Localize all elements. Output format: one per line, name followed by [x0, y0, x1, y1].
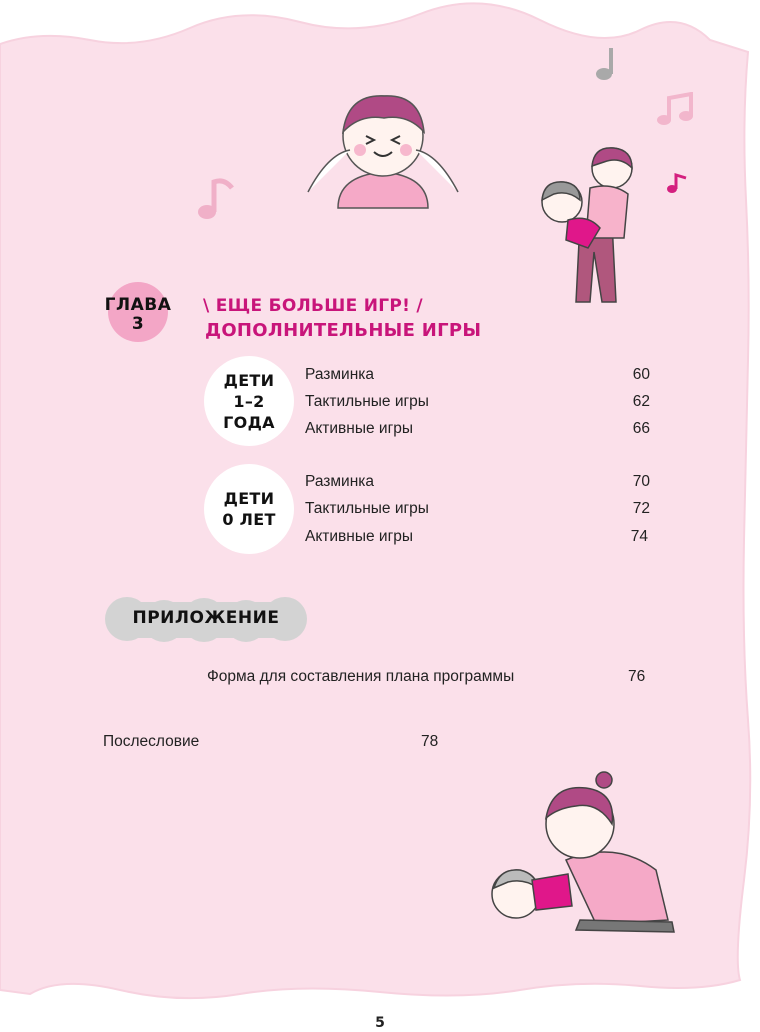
appendix-label: ПРИЛОЖЕНИЕ: [132, 608, 280, 628]
toc-entry-title: Активные игры: [305, 420, 413, 437]
appendix-entry-title[interactable]: Форма для составления плана программы: [207, 668, 515, 685]
child-cheek-illustration: [298, 84, 468, 214]
mother-playing-with-baby-illustration: [476, 770, 688, 938]
music-note-icon: [594, 44, 622, 82]
toc-entry[interactable]: [305, 364, 650, 386]
chapter-label-word: ГЛАВА: [104, 295, 172, 315]
toc-entry-title: Активные игры: [305, 528, 413, 545]
toc-entry-page: 74: [630, 528, 648, 545]
toc-entry-page: 72: [632, 500, 650, 517]
toc-entry-title: Разминка: [305, 366, 374, 383]
toc-entry-title: Тактильные игры: [305, 393, 429, 410]
age-label-line: ДЕТИ: [223, 489, 275, 508]
toc-entry[interactable]: [305, 498, 650, 520]
appendix-entry-page: 76: [628, 668, 646, 685]
double-music-note-icon: [656, 92, 698, 128]
page-number: 5: [375, 1015, 385, 1031]
afterword-title[interactable]: Послесловие: [103, 733, 200, 750]
chapter-label: [88, 296, 188, 334]
age-label-line: 0 ЛЕТ: [222, 510, 276, 529]
toc-entry-page: 66: [632, 420, 650, 437]
toc-entry-title: Тактильные игры: [305, 500, 429, 517]
age-group-badge: [204, 464, 294, 554]
toc-entry[interactable]: [305, 391, 650, 413]
toc-entry[interactable]: [305, 526, 650, 548]
music-note-icon: [666, 172, 688, 194]
toc-entry-page: 62: [632, 393, 650, 410]
chapter-title: ДОПОЛНИТЕЛЬНЫЕ ИГРЫ: [205, 320, 482, 341]
age-label-line: 1–2: [233, 391, 265, 411]
chapter-tagline: \ ЕЩЕ БОЛЬШЕ ИГР! /: [203, 296, 423, 316]
chapter-number: 3: [131, 314, 145, 334]
afterword-page: 78: [421, 733, 439, 750]
toc-entry[interactable]: [305, 418, 650, 440]
age-label-line: ДЕТИ: [223, 370, 275, 390]
toc-entry-page: 70: [632, 473, 650, 490]
age-label-line: ГОДА: [223, 412, 275, 432]
toc-entry-title: Разминка: [305, 473, 374, 490]
toc-entry-page: 60: [632, 366, 650, 383]
toc-entry[interactable]: [305, 471, 650, 493]
mother-holding-child-illustration: [528, 142, 648, 314]
age-group-badge: [204, 356, 294, 446]
music-note-icon: [196, 176, 236, 222]
